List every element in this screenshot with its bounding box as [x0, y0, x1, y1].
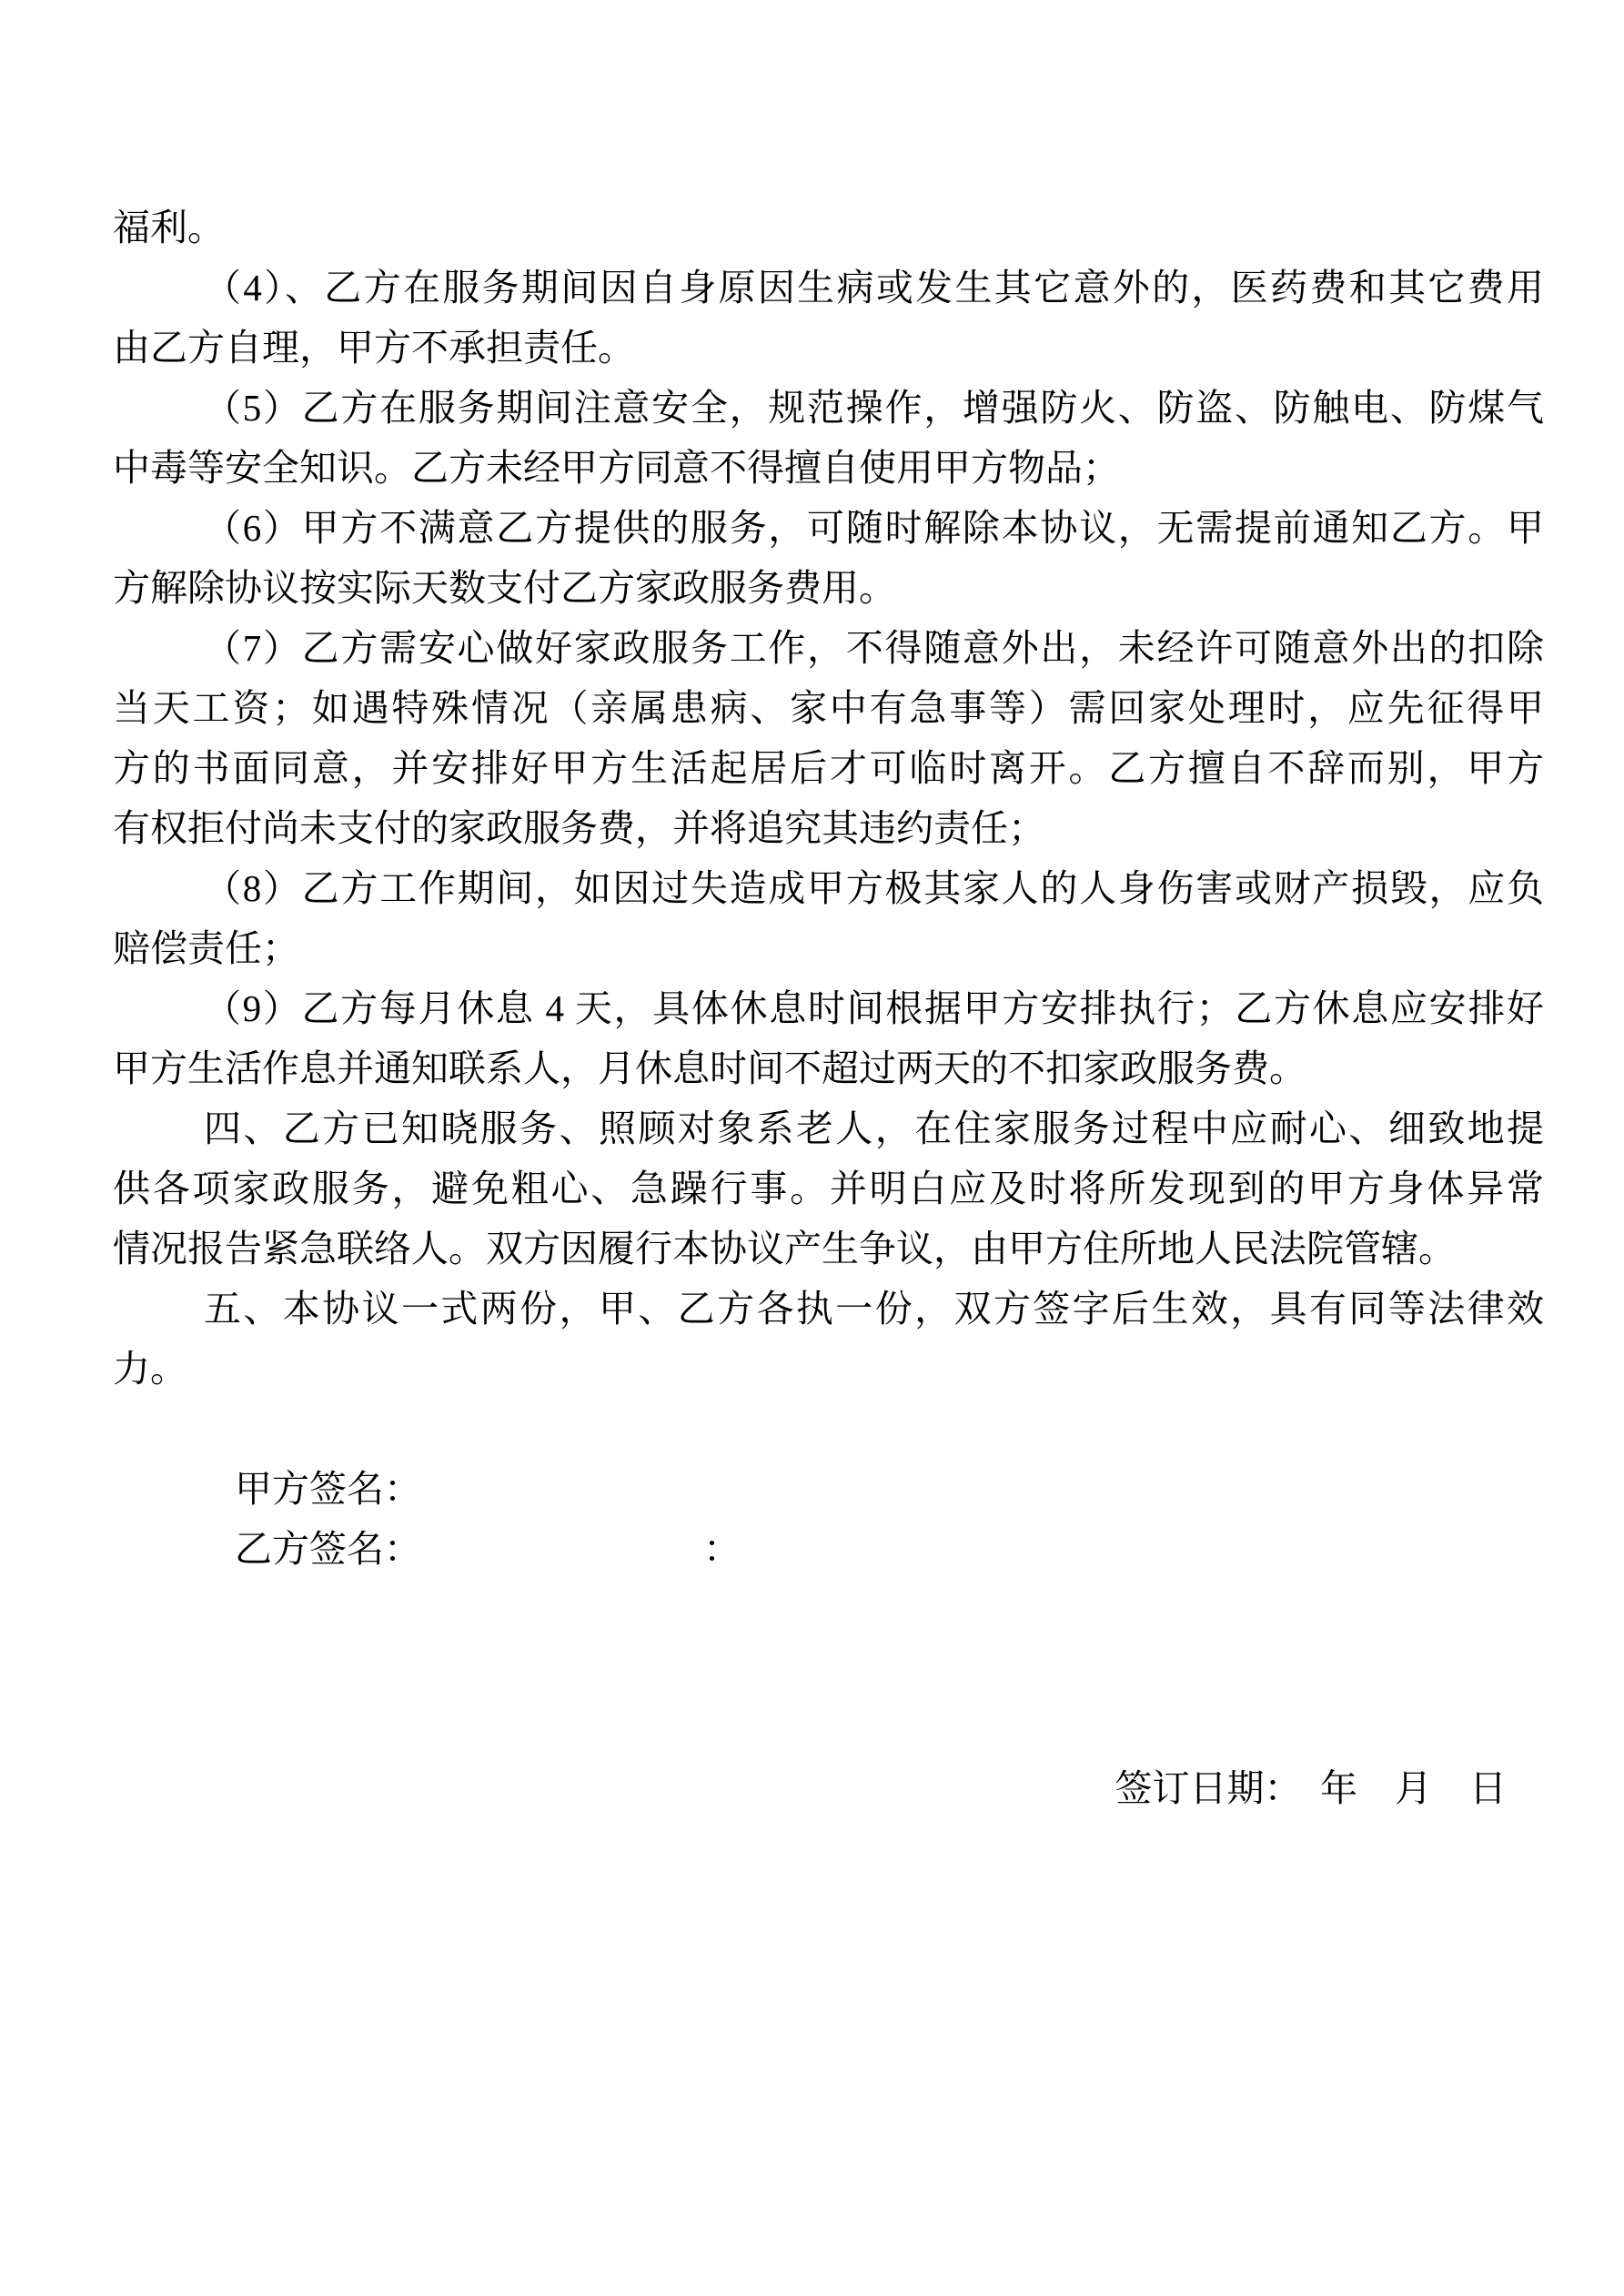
paragraph: [113, 378, 1544, 498]
paragraph-line: 方解除协议按实际天数支付乙方家政服务费用。: [113, 567, 896, 609]
paragraph: [113, 978, 1544, 1098]
paragraph: [113, 197, 1544, 258]
paragraph: [113, 1098, 1544, 1279]
paragraph-line: 五、本协议一式两份，甲、乙方各执一份，双方签字后生效，具有同等法律效: [204, 1288, 1544, 1330]
signature-section: [113, 1459, 1544, 1579]
paragraph-line: 情况报告紧急联络人。双方因履行本协议产生争议，由甲方住所地人民法院管辖。: [113, 1228, 1456, 1269]
paragraph: [113, 258, 1544, 378]
party-b-signature-label: 乙方签名：: [235, 1528, 421, 1570]
paragraph-line: 中毒等安全知识。乙方未经甲方同意不得擅自使用甲方物品；: [113, 447, 1120, 489]
paragraph-line: （9）乙方每月休息 4 天，具体休息时间根据甲方安排执行；乙方休息应安排好: [204, 987, 1544, 1029]
paragraph-line: 力。: [113, 1348, 187, 1390]
paragraph: [113, 1279, 1544, 1399]
paragraph-line: （5）乙方在服务期间注意安全，规范操作，增强防火、防盗、防触电、防煤气: [204, 387, 1544, 429]
paragraph-line: （7）乙方需安心做好家政服务工作，不得随意外出，未经许可随意外出的扣除: [204, 627, 1544, 669]
paragraph: [113, 618, 1544, 858]
paragraph-line: 由乙方自理，甲方不承担责任。: [113, 327, 635, 369]
contract-body: [113, 197, 1544, 1818]
paragraph: [113, 498, 1544, 618]
party-b-extra-colon: ：: [703, 1528, 741, 1570]
paragraph-line: 赔偿责任；: [113, 927, 299, 969]
paragraph: [113, 858, 1544, 978]
paragraph-line: （6）甲方不满意乙方提供的服务，可随时解除本协议，无需提前通知乙方。甲: [204, 507, 1544, 549]
paragraph-line: 供各项家政服务，避免粗心、急躁行事。并明白应及时将所发现到的甲方身体异常: [113, 1168, 1544, 1209]
paragraph-line: （8）乙方工作期间，如因过失造成甲方极其家人的人身伤害或财产损毁，应负: [204, 867, 1544, 909]
paragraph-line: 甲方生活作息并通知联系人，月休息时间不超过两天的不扣家政服务费。: [113, 1047, 1306, 1089]
paragraph-line: （4）、乙方在服务期间因自身原因生病或发生其它意外的，医药费和其它费用: [204, 267, 1544, 308]
paragraph-line: 有权拒付尚未支付的家政服务费，并将追究其违约责任；: [113, 807, 1045, 849]
paragraph-line: 当天工资；如遇特殊情况（亲属患病、家中有急事等）需回家处理时，应先征得甲: [113, 687, 1544, 729]
paragraph-line: 福利。: [113, 207, 225, 248]
paragraph-line: 四、乙方已知晓服务、照顾对象系老人，在住家服务过程中应耐心、细致地提: [204, 1108, 1544, 1149]
party-a-signature-label: 甲方签名：: [235, 1468, 421, 1510]
party-b-signature-line: [113, 1519, 1544, 1579]
party-a-signature-line: [113, 1459, 1544, 1519]
paragraph-line: 方的书面同意，并安排好甲方生活起居后才可临时离开。乙方擅自不辞而别，甲方: [113, 747, 1544, 789]
signature-blank-space: [421, 1561, 703, 1562]
signing-date-line: 签订日期： 年 月 日: [1115, 1767, 1507, 1809]
